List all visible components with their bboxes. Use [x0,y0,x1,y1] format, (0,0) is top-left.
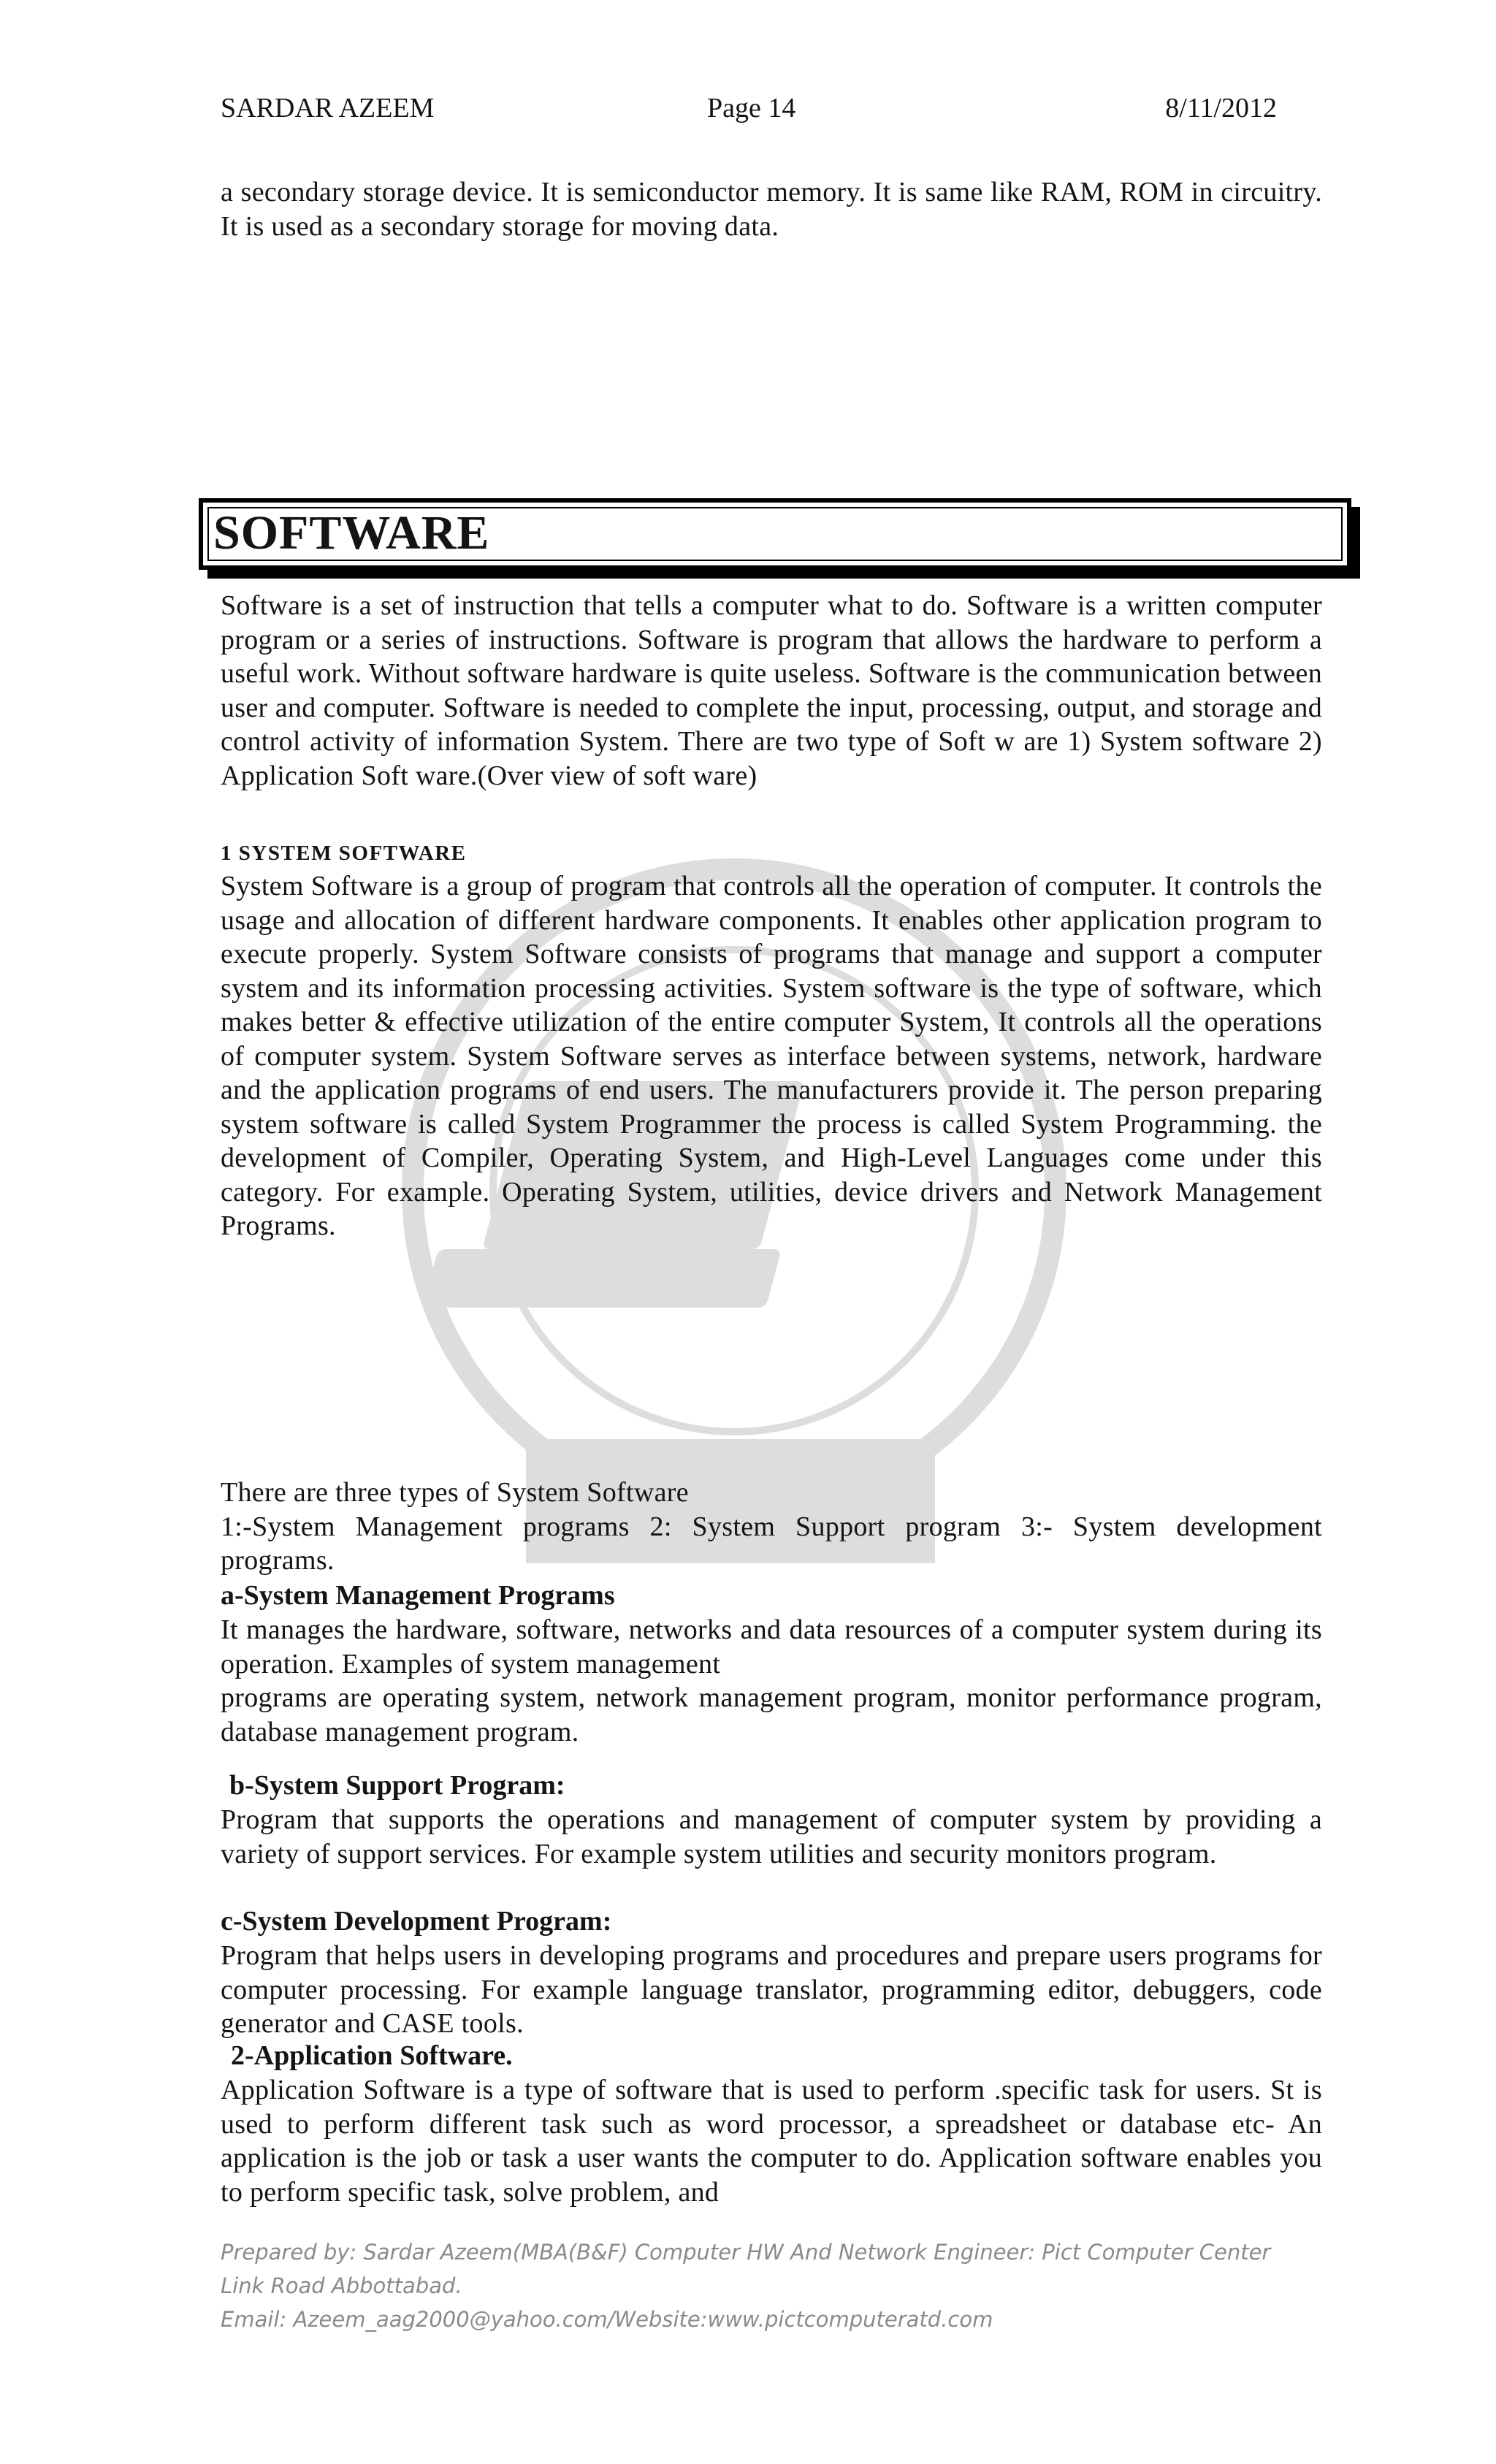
management-body-1: It manages the hardware, software, networks and data resources of a computer system during its operation. Examples of system management [221,1614,1322,1679]
development-heading: c-System Development Program: [221,1906,612,1937]
system-software-types [221,1476,1322,1578]
page-header [221,86,1277,130]
system-software-paragraph: System Software is a group of program that controls all the operation of computer. It controls the usage and allocation of different hardware components. It enables other application program to execute properly. System Software consists of programs that manage and support a computer system and its information processing activities. System software is the type of software, which makes better & effective utilization of the entire computer System, It controls all the operations of computer system. System Software serves as interface between systems, network, hardware and the application programs of end users. The manufacturers provide it. The person preparing system software is called System Programmer the process is called System Programming. the development of Compiler, Operating System, and High-Level Languages come under this category. For example. Operating System, utilities, device drivers and Network Management Programs. [221,871,1322,1241]
header-date: 8/11/2012 [1165,93,1277,123]
development-paragraph: Program that helps users in developing programs and procedures and prepare users programs for computer processing. For example language translator, programming editor, debuggers, code generator and CASE tools. [221,1940,1322,2039]
title-box-frame [199,498,1351,570]
application-heading: 2-Application Software. [231,2040,513,2071]
header-author: SARDAR AZEEM [221,93,435,123]
management-heading: a-System Management Programs [221,1580,615,1611]
types-line-1: There are three types of System Software [221,1477,689,1508]
section-title-box [199,498,1360,579]
software-paragraph: Software is a set of instruction that tells a computer what to do. Software is a written computer program or a series of instructions. Software is program that allows the hardware to perform a useful work. Without software hardware is quite useless. Software is the communication between user and computer. Software is needed to complete the input, processing, output, and storage and control activity of information System. There are two type of Soft w are 1) System software 2) Application Soft ware.(Over view of soft ware) [221,590,1322,791]
footer-contact: Email: Azeem_aag2000@yahoo.com/Website:www.pictcomputeratd.com [221,2307,993,2332]
header-page-number: Page 14 [707,93,796,123]
support-paragraph: Program that supports the operations and management of computer system by providing a variety of support services. For example system utilities and security monitors program. [221,1804,1322,1869]
management-body-2: programs are operating system, network management program, monitor performance program, database management program. [221,1682,1322,1747]
management-paragraph [221,1613,1322,1749]
types-line-2: 1:-System Management programs 2: System Support program 3:- System development programs. [221,1511,1322,1576]
application-paragraph: Application Software is a type of software that is used to perform .specific task for users. St is used to perform different task such as word processor, a spreadsheet or database etc- An application is the job or task a user wants the computer to do. Application software enables you to perform specific task, solve problem, and [221,2075,1322,2208]
intro-paragraph: a secondary storage device. It is semiconductor memory. It is same like RAM, ROM in circuitry. It is used as a secondary storage for moving data. [221,177,1322,242]
page-footer [221,2235,1294,2336]
section-title: SOFTWARE [213,506,490,560]
footer-credit: Prepared by: Sardar Azeem(MBA(B&F) Computer HW And Network Engineer: Pict Computer Center Link Road Abbottabad. [221,2240,1271,2298]
support-heading: b-System Support Program: [229,1770,565,1801]
system-software-heading: 1 SYSTEM SOFTWARE [221,842,467,865]
